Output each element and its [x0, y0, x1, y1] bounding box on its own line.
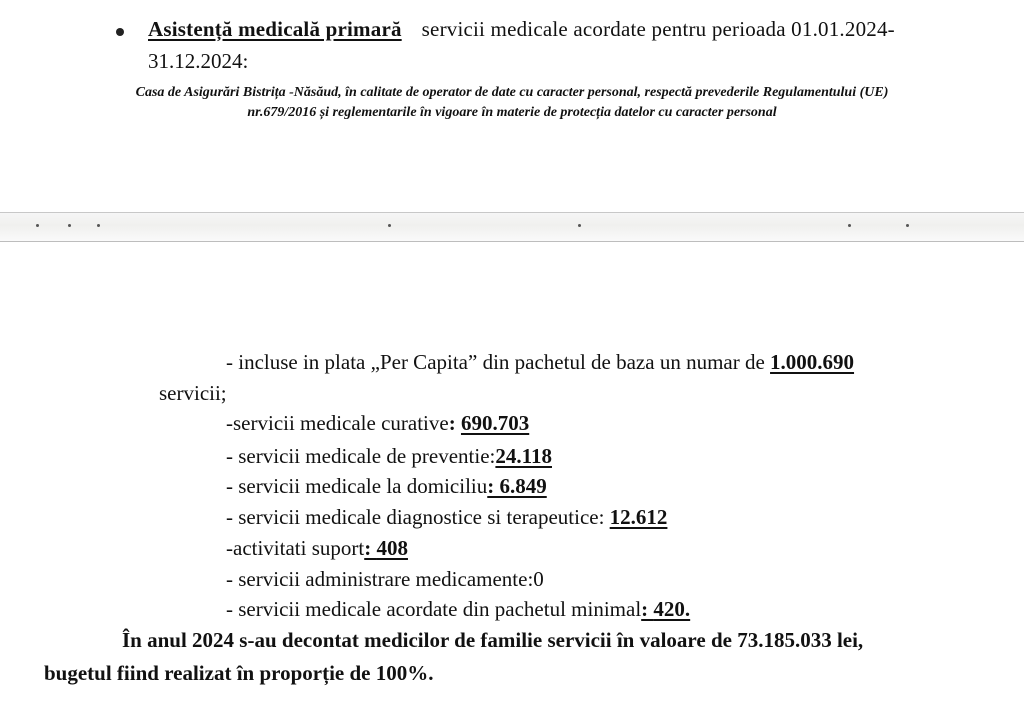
gdpr-notice-line2: nr.679/2016 și reglementarile în vigoare în materie de protecția datelor cu caracter personal	[247, 105, 777, 120]
intro-continuation: servicii;	[159, 381, 227, 405]
item-label: - servicii medicale de preventie	[226, 444, 490, 468]
item-label: -servicii medicale curative	[226, 411, 449, 435]
intro-total-value: 1.000.690	[770, 350, 855, 374]
item-sep: :	[489, 444, 496, 468]
list-item-diagnostice	[226, 505, 667, 530]
list-item-administrare	[226, 567, 544, 592]
gdpr-notice	[0, 83, 1024, 123]
bullet-point	[116, 28, 124, 36]
section-title: Asistență medicală primară	[148, 17, 402, 41]
section-period-end: 31.12.2024:	[148, 49, 249, 73]
item-sep: :	[487, 474, 500, 498]
item-label: - servicii medicale diagnostice si terapeutice:	[226, 505, 610, 529]
item-value: 690.703	[460, 411, 530, 435]
page-seam	[0, 212, 1024, 242]
item-value: 6.849	[499, 474, 547, 498]
item-label: - servicii administrare medicamente:0	[226, 567, 544, 591]
item-value: 408	[376, 536, 408, 560]
list-item-suport	[226, 536, 408, 561]
summary-line1: În anul 2024 s-au decontat medicilor de familie servicii în valoare de 73.185.033 lei,	[122, 628, 864, 652]
item-label: - servicii medicale la domiciliu	[226, 474, 488, 498]
section-subtitle: servicii medicale acordate pentru perioada 01.01.2024-	[421, 17, 895, 41]
list-item-curative	[226, 411, 529, 436]
list-item-domiciliu	[226, 474, 547, 499]
list-item-minimal	[226, 597, 690, 622]
item-label: - servicii medicale acordate din pachetul minimal	[226, 597, 642, 621]
item-label: -activitati suport	[226, 536, 365, 560]
item-value: 420.	[653, 597, 691, 621]
item-sep: :	[364, 536, 377, 560]
summary-line2: bugetul fiind realizat în proporție de 100%.	[44, 661, 434, 685]
intro-text: - incluse in plata „Per Capita” din pachetul de baza un numar de	[226, 350, 771, 374]
intro-line	[226, 350, 854, 375]
gdpr-notice-line1: Casa de Asigurări Bistrița -Năsăud, în calitate de operator de date cu caracter personal, respectă prevederile Regulamentului (UE)	[135, 85, 889, 100]
item-sep: :	[641, 597, 654, 621]
item-value: 12.612	[609, 505, 668, 529]
item-value: 24.118	[495, 444, 552, 468]
item-sep: :	[448, 411, 461, 435]
section-heading	[148, 17, 895, 42]
list-item-preventie	[226, 444, 552, 469]
